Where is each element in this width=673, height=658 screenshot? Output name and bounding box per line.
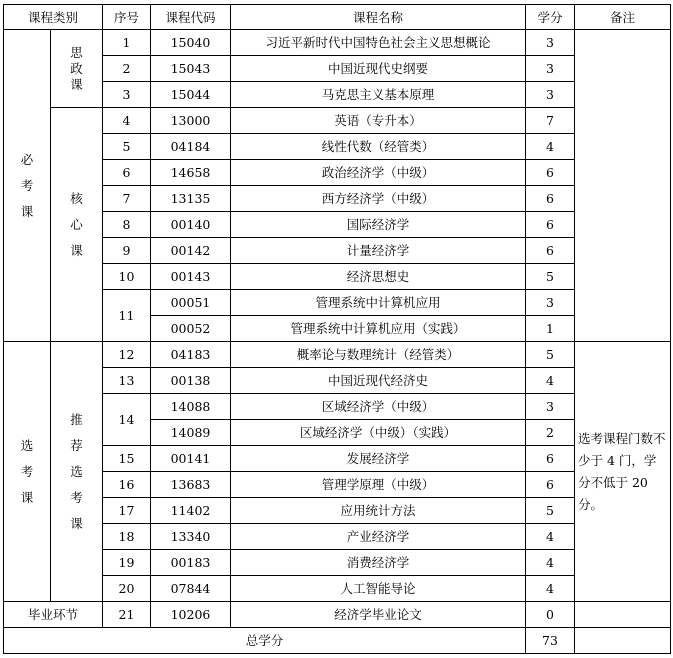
remark-required [575,30,671,342]
total-label: 总学分 [4,628,526,654]
credit-cell: 1 [526,316,575,342]
table-row [4,550,671,576]
seq-cell: 8 [103,212,151,238]
table-row [4,30,671,56]
seq-cell: 13 [103,368,151,394]
seq-cell: 1 [103,30,151,56]
credit-cell: 3 [526,394,575,420]
name-cell: 线性代数（经管类） [231,134,526,160]
code-cell: 10206 [151,602,231,628]
code-cell: 13135 [151,186,231,212]
name-cell: 管理系统中计算机应用 [231,290,526,316]
credit-cell: 4 [526,550,575,576]
total-row [4,628,671,654]
credit-cell: 4 [526,524,575,550]
table-row [4,576,671,602]
credit-cell: 6 [526,238,575,264]
table-row [4,82,671,108]
header-name: 课程名称 [231,5,526,30]
credit-cell: 4 [526,368,575,394]
credit-cell: 6 [526,446,575,472]
name-cell: 应用统计方法 [231,498,526,524]
code-cell: 00052 [151,316,231,342]
seq-cell: 17 [103,498,151,524]
name-cell: 消费经济学 [231,550,526,576]
name-cell: 区域经济学（中级）（实践） [231,420,526,446]
table-row [4,238,671,264]
code-cell: 15043 [151,56,231,82]
code-cell: 00183 [151,550,231,576]
category-graduation: 毕业环节 [4,602,103,628]
elective-remark: 选考课程门数不少于 4 门，学分不低于 20 分。 [575,342,671,602]
name-cell: 管理学原理（中级） [231,472,526,498]
code-cell: 07844 [151,576,231,602]
seq-cell: 4 [103,108,151,134]
curriculum-table [3,4,671,654]
code-cell: 14658 [151,160,231,186]
name-cell: 计量经济学 [231,238,526,264]
category-required: 必考课 [4,30,51,342]
seq-cell: 11 [103,290,151,342]
credit-cell: 6 [526,212,575,238]
header-remark: 备注 [575,5,671,30]
header-credit: 学分 [526,5,575,30]
seq-cell: 15 [103,446,151,472]
name-cell: 人工智能导论 [231,576,526,602]
seq-cell: 16 [103,472,151,498]
header-category: 课程类别 [4,5,103,30]
credit-cell: 4 [526,576,575,602]
credit-cell: 6 [526,186,575,212]
seq-cell: 18 [103,524,151,550]
table-row [4,56,671,82]
code-cell: 14088 [151,394,231,420]
code-cell: 00138 [151,368,231,394]
remark-graduation [575,602,671,628]
code-cell: 14089 [151,420,231,446]
seq-cell: 14 [103,394,151,446]
subcategory-core: 核心课 [51,108,103,342]
seq-cell: 2 [103,56,151,82]
code-cell: 11402 [151,498,231,524]
table-row [4,108,671,134]
code-cell: 13000 [151,108,231,134]
name-cell: 经济学毕业论文 [231,602,526,628]
name-cell: 概率论与数理统计（经管类） [231,342,526,368]
name-cell: 经济思想史 [231,264,526,290]
seq-cell: 9 [103,238,151,264]
table-row [4,394,671,420]
credit-cell: 5 [526,264,575,290]
name-cell: 中国近现代史纲要 [231,56,526,82]
credit-cell: 7 [526,108,575,134]
code-cell: 04184 [151,134,231,160]
subcategory-political: 思政课 [51,30,103,108]
credit-cell: 5 [526,342,575,368]
name-cell: 习近平新时代中国特色社会主义思想概论 [231,30,526,56]
total-value: 73 [526,628,575,654]
seq-cell: 12 [103,342,151,368]
code-cell: 04183 [151,342,231,368]
seq-cell: 6 [103,160,151,186]
table-row [4,524,671,550]
seq-cell: 21 [103,602,151,628]
code-cell: 00140 [151,212,231,238]
name-cell: 马克思主义基本原理 [231,82,526,108]
table-row [4,368,671,394]
table-row [4,342,671,368]
seq-cell: 10 [103,264,151,290]
table-row [4,498,671,524]
credit-cell: 4 [526,134,575,160]
table-row [4,134,671,160]
table-row [4,446,671,472]
credit-cell: 6 [526,472,575,498]
name-cell: 管理系统中计算机应用（实践） [231,316,526,342]
credit-cell: 2 [526,420,575,446]
subcategory-recommended: 推荐选考课 [51,342,103,602]
code-cell: 00142 [151,238,231,264]
seq-cell: 3 [103,82,151,108]
table-row [4,290,671,316]
credit-cell: 5 [526,498,575,524]
credit-cell: 3 [526,82,575,108]
name-cell: 区域经济学（中级） [231,394,526,420]
credit-cell: 0 [526,602,575,628]
code-cell: 15040 [151,30,231,56]
name-cell: 产业经济学 [231,524,526,550]
name-cell: 中国近现代经济史 [231,368,526,394]
code-cell: 00051 [151,290,231,316]
seq-cell: 7 [103,186,151,212]
table-row [4,472,671,498]
credit-cell: 6 [526,160,575,186]
name-cell: 国际经济学 [231,212,526,238]
name-cell: 政治经济学（中级） [231,160,526,186]
code-cell: 15044 [151,82,231,108]
code-cell: 00143 [151,264,231,290]
code-cell: 13683 [151,472,231,498]
table-row [4,160,671,186]
table-row [4,264,671,290]
code-cell: 13340 [151,524,231,550]
remark-total [575,628,671,654]
name-cell: 发展经济学 [231,446,526,472]
category-elective: 选考课 [4,342,51,602]
credit-cell: 3 [526,56,575,82]
credit-cell: 3 [526,290,575,316]
table-row [4,186,671,212]
table-header-row [4,5,671,30]
header-seq: 序号 [103,5,151,30]
seq-cell: 20 [103,576,151,602]
seq-cell: 19 [103,550,151,576]
seq-cell: 5 [103,134,151,160]
table-row [4,602,671,628]
credit-cell: 3 [526,30,575,56]
header-code: 课程代码 [151,5,231,30]
code-cell: 00141 [151,446,231,472]
name-cell: 英语（专升本） [231,108,526,134]
table-row [4,212,671,238]
name-cell: 西方经济学（中级） [231,186,526,212]
